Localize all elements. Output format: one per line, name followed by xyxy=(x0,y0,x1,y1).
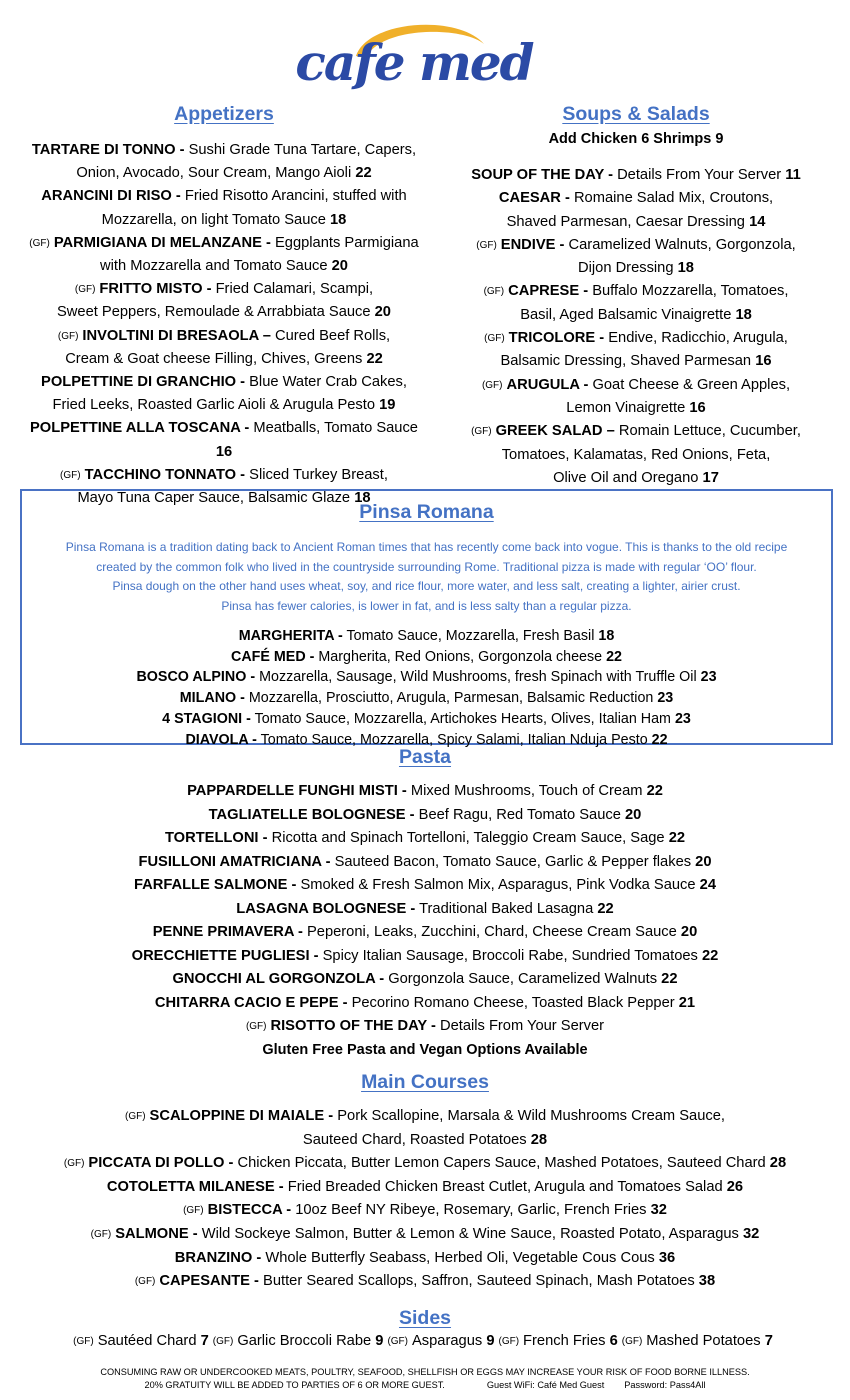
pinsa-intro-line: Pinsa has fewer calories, is lower in fat, and is less salty than a regular pizza. xyxy=(221,598,632,613)
menu-item-price: 17 xyxy=(702,469,719,486)
menu-item-description: Beef Ragu, Red Tomato Sauce xyxy=(418,806,621,823)
gluten-free-tag: (GF) xyxy=(471,426,492,438)
side-item-price: 9 xyxy=(486,1333,495,1349)
menu-item-name: PARMIGIANA DI MELANZANE - xyxy=(53,234,271,251)
menu-item xyxy=(0,968,850,992)
gluten-free-tag: (GF) xyxy=(134,1276,156,1288)
menu-item xyxy=(20,278,428,301)
wifi-name: Guest WiFi: Café Med Guest xyxy=(486,1379,605,1390)
menu-item-description: with Mozzarella and Tomato Sauce xyxy=(100,258,328,275)
menu-item xyxy=(20,417,428,463)
main-courses-title: Main Courses xyxy=(361,1071,489,1093)
menu-item-name: CAFÉ MED - xyxy=(231,648,315,665)
menu-item-description: Butter Seared Scallops, Saffron, Sauteed Spinach, Mash Potatoes xyxy=(263,1273,695,1290)
menu-item-description: Goat Cheese & Green Apples, xyxy=(592,376,791,393)
side-item-price: 7 xyxy=(200,1333,209,1349)
menu-item-name: TORTELLONI - xyxy=(164,830,268,846)
menu-item-description: Details From Your Server xyxy=(439,1018,605,1034)
pinsa-title: Pinsa Romana xyxy=(359,501,494,523)
menu-item xyxy=(0,1199,850,1223)
menu-item xyxy=(0,1247,850,1271)
menu-item-description: Sweet Peppers, Remoulade & Arrabbiata Sauce xyxy=(57,304,371,321)
menu-item-price: 22 xyxy=(606,648,622,665)
menu-item-continuation xyxy=(440,397,832,420)
side-item-price: 7 xyxy=(764,1333,773,1349)
gluten-free-tag: (GF) xyxy=(481,379,503,391)
menu-item xyxy=(22,647,831,668)
menu-item xyxy=(22,667,831,688)
side-item xyxy=(213,1333,384,1349)
menu-item-continuation xyxy=(20,255,428,278)
menu-item xyxy=(20,139,428,162)
menu-item-name: ENDIVE - xyxy=(500,236,565,253)
menu-item xyxy=(0,780,850,804)
menu-item-price: 23 xyxy=(674,710,691,727)
menu-item-description: Fried Leeks, Roasted Garlic Aioli & Arugula Pesto xyxy=(52,397,376,414)
pasta-section xyxy=(0,746,850,1062)
menu-item-price: 20 xyxy=(331,258,348,275)
menu-item-price: 19 xyxy=(379,397,396,414)
gluten-free-note: Gluten Free Pasta and Vegan Options Available xyxy=(262,1041,588,1058)
menu-item-price: 16 xyxy=(689,399,706,416)
menu-item-name: PENNE PRIMAVERA - xyxy=(152,924,303,940)
menu-item-price: 24 xyxy=(699,877,717,893)
menu-item-price: 32 xyxy=(743,1225,760,1242)
menu-item-description: Sliced Turkey Breast, xyxy=(249,466,388,483)
menu-item-name: POLPETTINE DI GRANCHIO - xyxy=(41,374,246,391)
soups-salads-list xyxy=(440,164,832,490)
gluten-free-tag: (GF) xyxy=(60,469,81,481)
side-item-name: Asparagus xyxy=(412,1333,483,1349)
menu-item-price: 18 xyxy=(598,628,615,644)
menu-item-description: 10oz Beef NY Ribeye, Rosemary, Garlic, French Fries xyxy=(295,1202,647,1219)
side-item-name: Garlic Broccoli Rabe xyxy=(237,1333,372,1349)
menu-item-price: 22 xyxy=(597,900,614,917)
menu-item-continuation xyxy=(0,1129,850,1153)
side-item-name: Mashed Potatoes xyxy=(646,1333,761,1349)
menu-item-price: 22 xyxy=(646,783,663,799)
pinsa-intro xyxy=(22,538,831,616)
menu-item-price: 21 xyxy=(678,994,696,1011)
menu-item-description: Peperoni, Leaks, Zucchini, Chard, Cheese Cream Sauce xyxy=(306,924,677,940)
menu-item-price: 22 xyxy=(366,350,383,367)
menu-item-description: Mozzarella, Prosciutto, Arugula, Parmesan, Balsamic Reduction xyxy=(248,690,654,707)
menu-item-description: Buffalo Mozzarella, Tomatoes, xyxy=(592,283,789,300)
menu-item-continuation xyxy=(440,257,832,280)
menu-item-description: Details From Your Server xyxy=(617,167,782,183)
menu-item-price: 38 xyxy=(698,1273,716,1290)
menu-item-description: Cured Beef Rolls, xyxy=(275,327,391,344)
menu-item-description: Sauteed Chard, Roasted Potatoes xyxy=(302,1131,527,1148)
menu-item-description: Sushi Grade Tuna Tartare, Capers, xyxy=(188,142,417,158)
menu-item-description: Olive Oil and Oregano xyxy=(553,469,699,486)
menu-item-name: BRANZINO - xyxy=(174,1249,262,1266)
menu-item-description: Traditional Baked Lasagna xyxy=(419,900,594,917)
main-courses-list xyxy=(0,1105,850,1294)
menu-item-description: Mixed Mushrooms, Touch of Cream xyxy=(410,783,643,799)
menu-item-continuation xyxy=(20,301,428,324)
gluten-free-tag: (GF) xyxy=(125,1111,146,1122)
menu-item-name: 4 STAGIONI - xyxy=(162,710,251,727)
menu-item xyxy=(0,1223,850,1247)
menu-item xyxy=(0,921,850,945)
menu-item-description: Tomatoes, Kalamatas, Red Onions, Feta, xyxy=(501,446,771,463)
menu-item-description: Smoked & Fresh Salmon Mix, Asparagus, Pink Vodka Sauce xyxy=(300,877,696,893)
menu-item-description: Dijon Dressing xyxy=(578,260,674,277)
menu-item-price: 16 xyxy=(215,443,233,460)
menu-item-price: 22 xyxy=(668,830,686,846)
menu-item-continuation xyxy=(20,209,428,232)
menu-item xyxy=(0,1105,850,1129)
menu-item xyxy=(0,851,850,875)
menu-item-description: Balsamic Dressing, Shaved Parmesan xyxy=(500,353,752,370)
menu-item-name: BISTECCA - xyxy=(207,1202,292,1219)
appetizers-title: Appetizers xyxy=(174,103,274,125)
menu-item xyxy=(0,1152,850,1176)
side-item-price: 9 xyxy=(375,1333,384,1349)
side-item xyxy=(73,1333,209,1349)
side-item-name: Sautéed Chard xyxy=(97,1333,197,1349)
menu-item-price: 22 xyxy=(651,731,668,748)
menu-item-name: BOSCO ALPINO - xyxy=(136,669,256,686)
menu-item xyxy=(20,185,428,208)
menu-item xyxy=(440,374,832,397)
menu-item xyxy=(22,688,831,709)
menu-item-description: Fried Breaded Chicken Breast Cutlet, Arugula and Tomatoes Salad xyxy=(287,1178,723,1195)
menu-item-name: TAGLIATELLE BOLOGNESE - xyxy=(208,806,415,823)
menu-item xyxy=(0,1176,850,1200)
cafe-med-logo xyxy=(295,16,533,94)
menu-item-description: Margherita, Red Onions, Gorgonzola cheese xyxy=(318,648,603,665)
menu-item-name: CHITARRA CACIO E PEPE - xyxy=(154,994,348,1011)
menu-item xyxy=(440,327,832,350)
menu-item-description: Fried Calamari, Scampi, xyxy=(215,281,374,298)
menu-item-price: 16 xyxy=(755,353,772,370)
main-courses-section xyxy=(0,1071,850,1294)
menu-item-description: Romain Lettuce, Cucumber, xyxy=(618,423,801,440)
menu-item-price: 23 xyxy=(657,690,674,707)
menu-item xyxy=(0,992,850,1016)
menu-item-description: Lemon Vinaigrette xyxy=(566,399,686,416)
pinsa-list xyxy=(22,626,831,750)
menu-item-description: Pork Scallopine, Marsala & Wild Mushrooms Cream Sauce, xyxy=(337,1108,725,1124)
sides-section xyxy=(0,1307,850,1349)
menu-item xyxy=(20,325,428,348)
gluten-free-tag: (GF) xyxy=(183,1205,204,1217)
menu-item-name: LASAGNA BOLOGNESE - xyxy=(236,900,416,917)
menu-item xyxy=(440,234,832,257)
soups-salads-title: Soups & Salads xyxy=(562,103,710,125)
menu-item-description: Whole Butterfly Seabass, Herbed Oli, Vegetable Cous Cous xyxy=(265,1249,655,1266)
menu-item xyxy=(22,626,831,647)
menu-item-price: 32 xyxy=(650,1202,667,1219)
menu-item-description: Sauteed Bacon, Tomato Sauce, Garlic & Pepper flakes xyxy=(334,853,692,870)
appetizers-list xyxy=(20,139,428,510)
pasta-title: Pasta xyxy=(398,746,452,768)
menu-item-description: Romaine Salad Mix, Croutons, xyxy=(573,190,774,207)
menu-item-price: 28 xyxy=(769,1155,787,1172)
menu-item-description: Mayo Tuna Caper Sauce, Balsamic Glaze xyxy=(77,490,351,507)
menu-item-price: 18 xyxy=(354,490,371,507)
side-item xyxy=(387,1333,494,1349)
menu-item xyxy=(22,709,831,730)
gluten-free-tag: (GF) xyxy=(483,286,505,298)
pasta-list xyxy=(0,780,850,1039)
menu-item-name: INVOLTINI DI BRESAOLA – xyxy=(82,327,271,344)
menu-item xyxy=(440,187,832,210)
menu-item-name: ORECCHIETTE PUGLIESI - xyxy=(131,947,319,964)
menu-item-name: MARGHERITA - xyxy=(238,628,343,644)
menu-item-name: TACCHINO TONNATO - xyxy=(84,466,246,483)
menu-item xyxy=(0,804,850,828)
menu-item-description: Ricotta and Spinach Tortelloni, Taleggio Cream Sauce, Sage xyxy=(271,830,665,846)
add-protein-note: Add Chicken 6 Shrimps 9 xyxy=(548,131,724,147)
menu-item-name: FUSILLONI AMATRICIANA - xyxy=(138,853,331,870)
gluten-free-tag: (GF) xyxy=(484,333,505,345)
menu-item-price: 18 xyxy=(330,211,347,228)
menu-item xyxy=(20,371,428,394)
menu-item-name: GNOCCHI AL GORGONZOLA - xyxy=(172,971,385,987)
menu-item-name: FRITTO MISTO - xyxy=(99,281,212,298)
menu-item-name: TARTARE DI TONNO - xyxy=(31,142,185,158)
menu-item-name: DIAVOLA - xyxy=(185,731,257,748)
menu-item-price: 20 xyxy=(374,304,391,321)
menu-item-name: RISOTTO OF THE DAY - xyxy=(270,1018,436,1034)
menu-item-name: COTOLETTA MILANESE - xyxy=(106,1178,284,1195)
menu-item-price: 20 xyxy=(680,924,698,940)
gluten-free-tag: (GF) xyxy=(621,1336,643,1347)
appetizers-section xyxy=(20,98,428,507)
menu-item-description: Pecorino Romano Cheese, Toasted Black Pepper xyxy=(351,994,675,1011)
menu-item-price: 36 xyxy=(658,1249,676,1266)
logo-text: cafe med xyxy=(295,33,533,92)
menu-item-price: 18 xyxy=(735,306,752,323)
menu-item xyxy=(0,1270,850,1294)
menu-item-name: POLPETTINE ALLA TOSCANA - xyxy=(30,420,250,437)
menu-item-description: Endive, Radicchio, Arugula, xyxy=(608,330,788,347)
gluten-free-tag: (GF) xyxy=(63,1158,85,1170)
gratuity-note: 20% GRATUITY WILL BE ADDED TO PARTIES OF 6 OR MORE GUEST. xyxy=(144,1379,445,1390)
pinsa-intro-line: Pinsa dough on the other hand uses wheat, soy, and rice flour, more water, and less salt, creating a lighter, airier crust. xyxy=(112,579,741,593)
menu-item xyxy=(20,464,428,487)
menu-item-price: 22 xyxy=(702,947,719,964)
gluten-free-tag: (GF) xyxy=(29,237,50,249)
menu-item-name: TRICOLORE - xyxy=(508,330,605,347)
menu-item-continuation xyxy=(20,348,428,371)
menu-item-name: CAESAR - xyxy=(498,190,570,207)
menu-item-price: 23 xyxy=(700,669,717,686)
sides-list xyxy=(0,1333,850,1349)
menu-item-description: Blue Water Crab Cakes, xyxy=(249,374,407,391)
menu-item-name: GREEK SALAD – xyxy=(495,423,615,440)
menu-item-description: Mozzarella, on light Tomato Sauce xyxy=(101,211,326,228)
gluten-free-tag: (GF) xyxy=(212,1336,234,1347)
menu-item-description: Cream & Goat cheese Filling, Chives, Greens xyxy=(65,350,363,367)
menu-item-description: Tomato Sauce, Mozzarella, Artichokes Hearts, Olives, Italian Ham xyxy=(254,710,671,727)
menu-item-description: Fried Risotto Arancini, stuffed with xyxy=(184,188,407,205)
menu-item-description: Wild Sockeye Salmon, Butter & Lemon & Wine Sauce, Roasted Potato, Asparagus xyxy=(201,1225,739,1242)
menu-item-continuation xyxy=(20,162,428,185)
menu-item-description: Onion, Avocado, Sour Cream, Mango Aioli xyxy=(76,165,352,182)
menu-item-description: Mozzarella, Sausage, Wild Mushrooms, fresh Spinach with Truffle Oil xyxy=(259,669,697,686)
menu-item-continuation xyxy=(440,211,832,234)
menu-item xyxy=(0,874,850,898)
menu-item xyxy=(440,420,832,443)
menu-item-continuation xyxy=(20,394,428,417)
menu-item-price: 14 xyxy=(749,213,766,230)
menu-item-continuation xyxy=(440,467,832,490)
menu-item-price: 26 xyxy=(726,1178,744,1195)
menu-item-price: 18 xyxy=(677,260,694,277)
menu-item-price: 28 xyxy=(530,1131,548,1148)
pinsa-romana-section xyxy=(20,489,833,748)
menu-item-description: Chicken Piccata, Butter Lemon Capers Sauce, Mashed Potatoes, Sauteed Chard xyxy=(237,1155,766,1172)
menu-item xyxy=(440,280,832,303)
gluten-free-tag: (GF) xyxy=(498,1336,520,1347)
menu-item-name: CAPRESE - xyxy=(508,283,589,300)
menu-item-name: PICCATA DI POLLO - xyxy=(88,1155,234,1172)
side-item-price: 6 xyxy=(609,1333,618,1349)
menu-item-name: PAPPARDELLE FUNGHI MISTI - xyxy=(187,783,407,799)
menu-item xyxy=(0,1015,850,1039)
side-item xyxy=(498,1333,617,1349)
menu-item-name: SOUP OF THE DAY - xyxy=(471,167,613,183)
footer-line-2 xyxy=(0,1379,850,1392)
menu-item xyxy=(0,945,850,969)
menu-item-description: Shaved Parmesan, Caesar Dressing xyxy=(506,213,745,230)
gluten-free-tag: (GF) xyxy=(74,284,96,296)
gluten-free-tag: (GF) xyxy=(73,1336,94,1347)
menu-item-continuation xyxy=(440,304,832,327)
menu-item-description: Tomato Sauce, Mozzarella, Fresh Basil xyxy=(346,628,595,644)
soups-salads-section xyxy=(440,98,832,490)
menu-item-description: Caramelized Walnuts, Gorgonzola, xyxy=(568,236,796,253)
menu-item-continuation xyxy=(440,444,832,467)
gluten-free-tag: (GF) xyxy=(57,330,79,342)
menu-item-description: Tomato Sauce, Mozzarella, Spicy Salami, Italian Nduja Pesto xyxy=(260,731,648,748)
menu-item-description: Gorgonzola Sauce, Caramelized Walnuts xyxy=(388,971,658,987)
menu-item-name: MILANO - xyxy=(179,690,245,707)
gluten-free-tag: (GF) xyxy=(387,1336,408,1347)
menu-item-price: 20 xyxy=(624,806,642,823)
menu-item-price: 11 xyxy=(785,167,801,183)
menu-item-name: ARUGULA - xyxy=(506,376,589,393)
gluten-free-tag: (GF) xyxy=(245,1021,267,1032)
menu-item-description: Meatballs, Tomato Sauce xyxy=(253,420,418,437)
menu-item-name: FARFALLE SALMONE - xyxy=(133,877,297,893)
menu-item xyxy=(0,898,850,922)
menu-item-description: Spicy Italian Sausage, Broccoli Rabe, Sundried Tomatoes xyxy=(322,947,698,964)
pinsa-intro-line: Pinsa Romana is a tradition dating back to Ancient Roman times that has recently come back into vogue. This is thanks to the old recipe xyxy=(65,540,788,554)
menu-item xyxy=(440,164,832,187)
menu-item xyxy=(0,827,850,851)
menu-item-continuation xyxy=(440,350,832,373)
menu-item-name: ARANCINI DI RISO - xyxy=(41,188,181,205)
sides-title: Sides xyxy=(398,1307,452,1329)
gluten-free-tag: (GF) xyxy=(90,1228,112,1240)
menu-item-price: 20 xyxy=(695,853,712,870)
menu-item-name: CAPESANTE - xyxy=(159,1273,259,1290)
menu-item-price: 22 xyxy=(355,165,372,182)
menu-item xyxy=(20,232,428,255)
pinsa-intro-line: created by the common folk who lived in the countryside surrounding Rome. Traditional pizza is made with regular ‘OO’ flour. xyxy=(96,559,757,574)
menu-item-price: 22 xyxy=(661,971,678,987)
side-item xyxy=(622,1333,773,1349)
menu-item-description: Basil, Aged Balsamic Vinaigrette xyxy=(520,306,732,323)
side-item-name: French Fries xyxy=(523,1333,606,1349)
menu-item-description: Eggplants Parmigiana xyxy=(274,234,419,251)
menu-footer xyxy=(0,1366,850,1391)
food-safety-warning: CONSUMING RAW OR UNDERCOOKED MEATS, POULTRY, SEAFOOD, SHELLFISH OR EGGS MAY INCREASE YOUR RISK OF FOOD BORNE ILLNESS. xyxy=(100,1367,750,1377)
gluten-free-tag: (GF) xyxy=(476,239,497,251)
menu-item-name: SCALOPPINE DI MAIALE - xyxy=(149,1108,334,1124)
wifi-password: Password: Pass4All xyxy=(624,1379,706,1390)
menu-item-name: SALMONE - xyxy=(115,1225,198,1242)
